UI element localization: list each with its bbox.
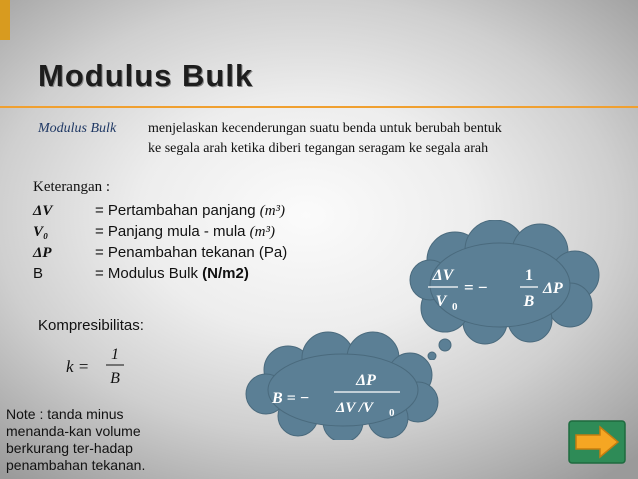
row-symbol: B bbox=[33, 265, 44, 282]
intro-term: Modulus Bulk bbox=[38, 121, 117, 136]
cloud2-numerator: ΔP bbox=[356, 372, 376, 389]
row-desc: = Panjang mula - mula bbox=[95, 223, 250, 240]
kompresibilitas-formula bbox=[66, 342, 146, 392]
intro-line-2: ke segala arah ketika diberi tegangan seragam ke segala arah bbox=[148, 141, 489, 156]
kompresibilitas-label: Kompresibilitas: bbox=[38, 317, 144, 334]
cloud1-equals: = − bbox=[464, 278, 488, 297]
slide-title: Modulus Bulk bbox=[38, 58, 254, 93]
row-desc: = Modulus Bulk bbox=[95, 265, 203, 282]
keterangan-row bbox=[33, 202, 285, 220]
intro-line-1: menjelaskan kecenderungan suatu benda untuk berubah bentuk bbox=[148, 121, 502, 136]
cloud-shape bbox=[246, 332, 438, 440]
row-symbol: ΔP bbox=[33, 245, 52, 261]
cloud1-num-right: 1 bbox=[525, 267, 533, 284]
row-unit: (m³) bbox=[259, 203, 286, 219]
corner-accent bbox=[0, 0, 10, 40]
note-text: Note : tanda minus menanda-kan volume berkurang ter-hadap penambahan tekanan. bbox=[6, 406, 146, 473]
cloud1-den-left: V bbox=[435, 293, 447, 310]
cloud1-den-right: B bbox=[523, 293, 535, 310]
row-unit: (N/m2) bbox=[202, 265, 249, 282]
k-denominator: B bbox=[110, 370, 120, 387]
cloud2-denominator: ΔV /V bbox=[336, 400, 374, 416]
row-desc: = Penambahan tekanan (Pa) bbox=[95, 244, 288, 261]
title-divider bbox=[0, 106, 638, 108]
cloud1-num-left: ΔV bbox=[432, 267, 454, 284]
row-desc: = Pertambahan panjang bbox=[95, 202, 260, 219]
cloud1-den-left-sub: 0 bbox=[452, 301, 458, 313]
keterangan-row bbox=[33, 223, 275, 241]
keterangan-row bbox=[33, 265, 249, 282]
k-lhs: k = bbox=[66, 357, 90, 376]
next-button[interactable] bbox=[568, 420, 626, 464]
row-symbol: V₀ bbox=[33, 224, 49, 240]
formula-cloud-2 bbox=[238, 330, 448, 440]
row-symbol: ΔV bbox=[33, 203, 53, 219]
k-numerator: 1 bbox=[111, 346, 119, 363]
row-unit: (m³) bbox=[249, 224, 275, 240]
keterangan-row bbox=[33, 244, 287, 262]
keterangan-heading: Keterangan : bbox=[33, 179, 111, 195]
cloud2-denominator-sub: 0 bbox=[389, 407, 395, 419]
cloud1-tail: ΔP bbox=[543, 280, 563, 297]
cloud2-lhs: B = − bbox=[272, 390, 310, 407]
